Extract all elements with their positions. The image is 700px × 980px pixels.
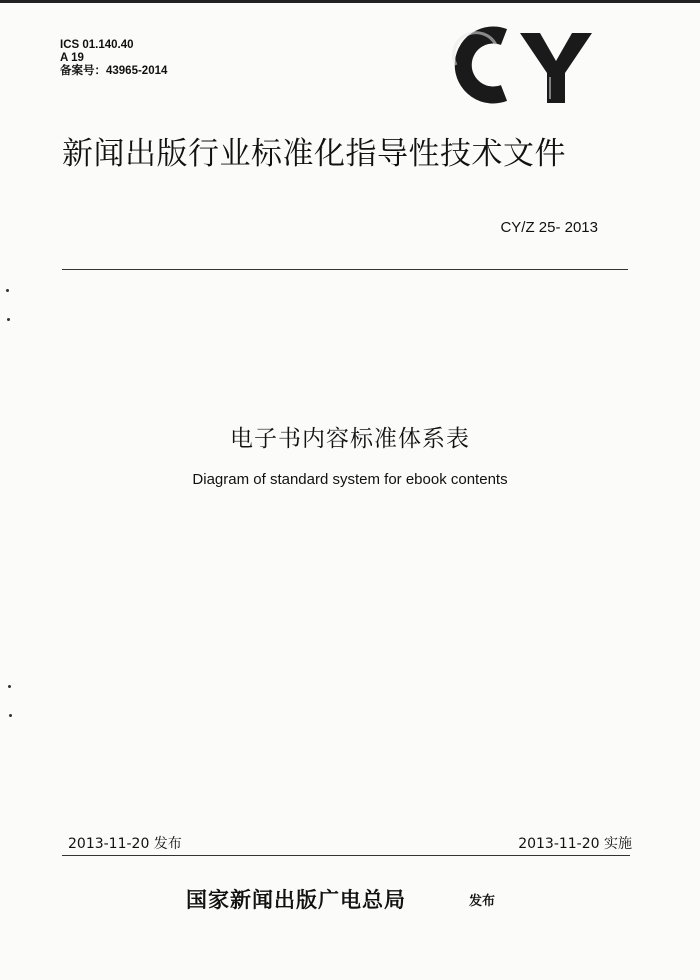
standard-code: CY/Z 25- 2013: [500, 219, 598, 236]
class-code: A 19: [60, 52, 84, 64]
record-number: 备案号：43965-2014: [60, 65, 168, 77]
scan-speck: [7, 318, 10, 321]
document-title-english: Diagram of standard system for ebook contents: [192, 471, 508, 488]
footer-divider: [62, 855, 630, 856]
implementation-date: 2013-11-20 实施: [518, 836, 632, 852]
header-divider: [62, 269, 628, 270]
scan-speck: [8, 685, 11, 688]
issuer-publish-label: 发布: [469, 894, 496, 909]
document-title-chinese: 电子书内容标准体系表: [230, 426, 470, 452]
ics-code: ICS 01.140.40: [60, 39, 134, 51]
top-border-rule: [0, 0, 700, 3]
scan-speck: [6, 289, 9, 292]
cy-logo: [436, 25, 596, 105]
series-title: 新闻出版行业标准化指导性技术文件: [62, 136, 566, 172]
publish-date: 2013-11-20 发布: [68, 836, 182, 852]
classification-block: [60, 39, 167, 78]
scan-speck: [9, 714, 12, 717]
issuing-authority: 国家新闻出版广电总局: [186, 887, 406, 912]
